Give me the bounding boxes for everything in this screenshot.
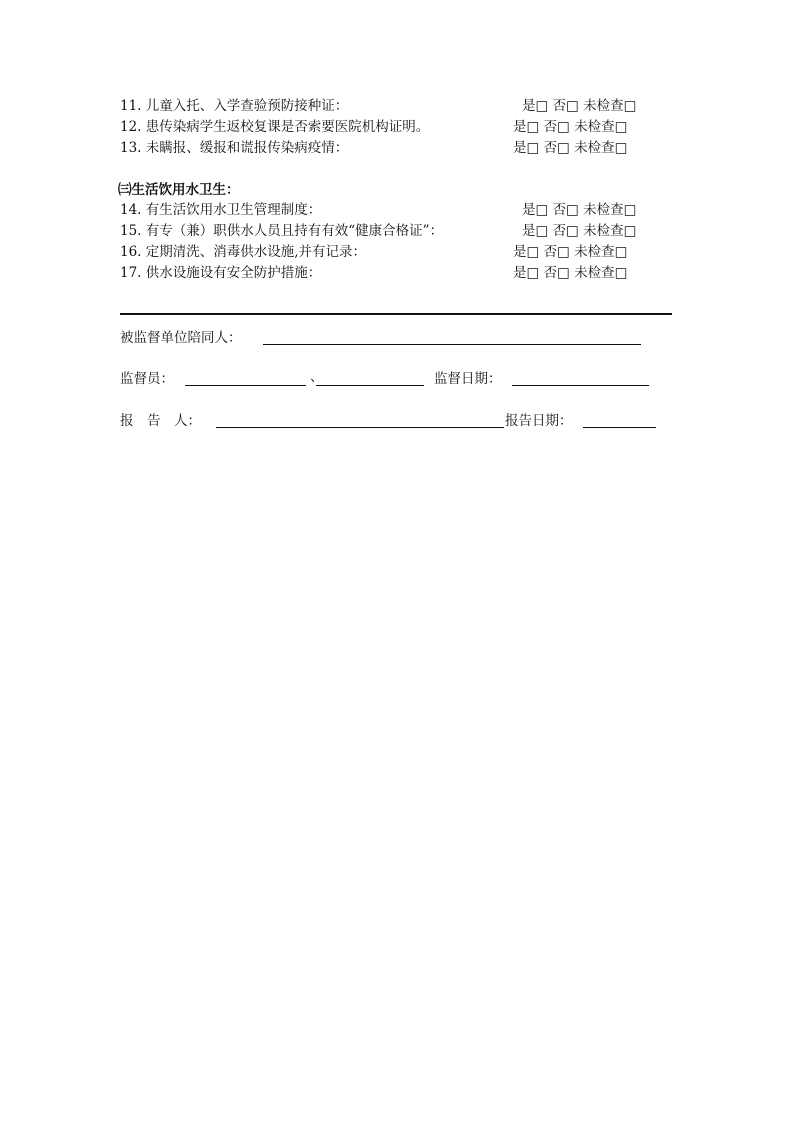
- not-checked-checkbox[interactable]: 未检查□: [574, 140, 628, 156]
- reporter-field[interactable]: [216, 427, 504, 428]
- not-checked-checkbox[interactable]: 未检查□: [583, 223, 637, 239]
- checklist-item-13: [120, 139, 348, 157]
- item-text: 15. 有专（兼）职供水人员且持有有效“健康合格证”：: [120, 223, 444, 239]
- item-text: 13. 未瞒报、缓报和谎报传染病疫情：: [120, 140, 349, 156]
- no-checkbox[interactable]: 否□: [543, 119, 570, 135]
- inspect-date-label: 监督日期：: [434, 371, 502, 387]
- inspector-field-2[interactable]: [316, 385, 424, 386]
- item-text: 14. 有生活饮用水卫生管理制度：: [120, 202, 322, 218]
- checklist-item-12: [120, 118, 429, 136]
- yes-checkbox[interactable]: 是□: [522, 202, 549, 218]
- item-14-options: [522, 201, 636, 219]
- accompany-label: 被监督单位陪同人：: [120, 330, 242, 346]
- item-15-options: [522, 222, 636, 240]
- item-17-options: [513, 264, 627, 282]
- checklist-item-14: [120, 201, 321, 219]
- item-text: 17. 供水设施设有安全防护措施：: [120, 265, 322, 281]
- no-checkbox[interactable]: 否□: [552, 223, 579, 239]
- item-text: 16. 定期清洗、消毒供水设施,并有记录：: [120, 244, 367, 260]
- accompany-field[interactable]: [263, 344, 641, 345]
- yes-checkbox[interactable]: 是□: [522, 223, 549, 239]
- reporter-label: 报 告 人：: [120, 413, 201, 429]
- item-13-options: [513, 139, 627, 157]
- checklist-item-11: [120, 97, 348, 115]
- inspector-label: 监督员：: [120, 371, 174, 387]
- yes-checkbox[interactable]: 是□: [522, 98, 549, 114]
- inspect-date-field[interactable]: [512, 385, 649, 386]
- no-checkbox[interactable]: 否□: [552, 98, 579, 114]
- checklist-item-16: [120, 243, 366, 261]
- no-checkbox[interactable]: 否□: [552, 202, 579, 218]
- not-checked-checkbox[interactable]: 未检查□: [574, 265, 628, 281]
- item-11-options: [522, 97, 636, 115]
- section-heading: ㈢生活饮用水卫生：: [118, 182, 240, 198]
- inspector-separator: 、: [310, 369, 324, 385]
- yes-checkbox[interactable]: 是□: [513, 244, 540, 260]
- item-16-options: [513, 243, 627, 261]
- no-checkbox[interactable]: 否□: [543, 244, 570, 260]
- no-checkbox[interactable]: 否□: [543, 265, 570, 281]
- yes-checkbox[interactable]: 是□: [513, 119, 540, 135]
- not-checked-checkbox[interactable]: 未检查□: [574, 119, 628, 135]
- yes-checkbox[interactable]: 是□: [513, 265, 540, 281]
- inspector-field-1[interactable]: [185, 385, 306, 386]
- yes-checkbox[interactable]: 是□: [513, 140, 540, 156]
- report-date-field[interactable]: [583, 427, 656, 428]
- no-checkbox[interactable]: 否□: [543, 140, 570, 156]
- not-checked-checkbox[interactable]: 未检查□: [583, 202, 637, 218]
- checklist-item-17: [120, 264, 321, 282]
- report-date-label: 报告日期：: [505, 413, 573, 429]
- item-12-options: [513, 118, 627, 136]
- item-text: 11. 儿童入托、入学查验预防接种证：: [120, 98, 349, 114]
- item-text: 12. 患传染病学生返校复课是否索要医院机构证明。: [120, 119, 430, 135]
- section-divider: [120, 313, 672, 315]
- not-checked-checkbox[interactable]: 未检查□: [574, 244, 628, 260]
- not-checked-checkbox[interactable]: 未检查□: [583, 98, 637, 114]
- checklist-item-15: [120, 222, 443, 240]
